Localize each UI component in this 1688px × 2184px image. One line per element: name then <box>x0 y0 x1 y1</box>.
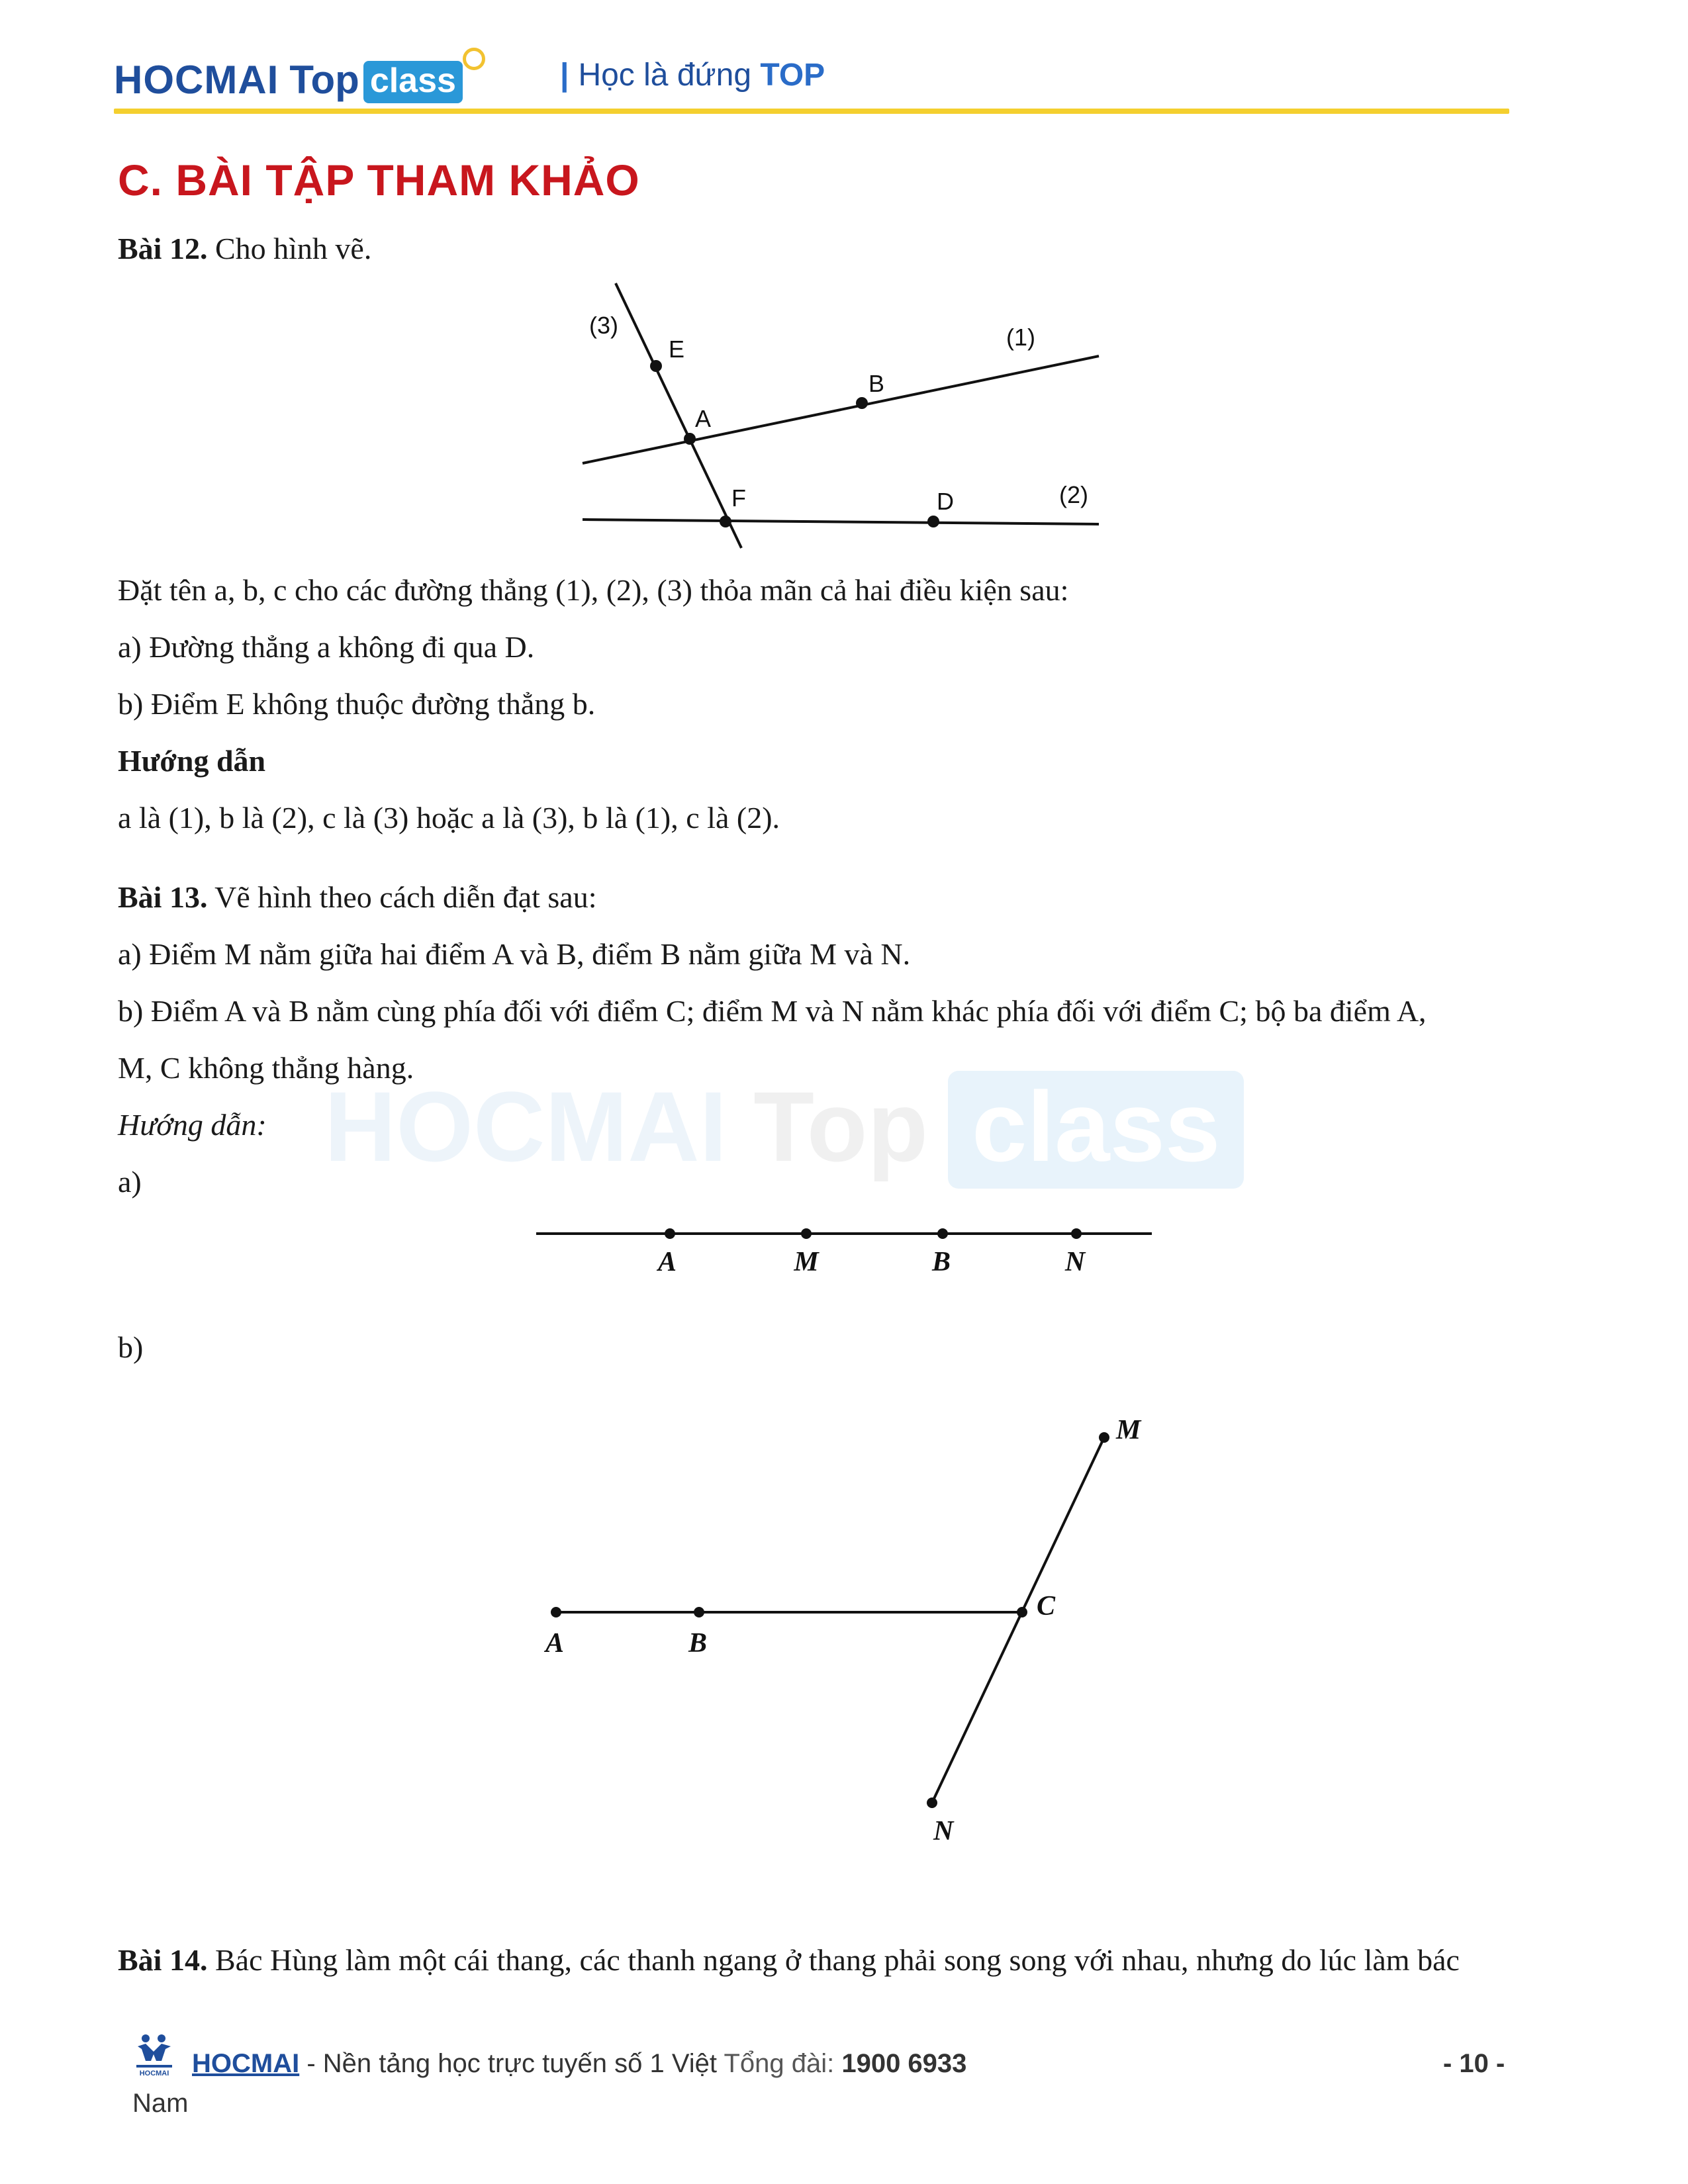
hocmai-footer-icon <box>131 2032 177 2078</box>
logo-top-text: Top <box>289 58 359 102</box>
label-N: N <box>933 1816 954 1846</box>
label-N: N <box>1064 1247 1086 1277</box>
watermark-top: Top <box>753 1071 929 1182</box>
tagline-top: TOP <box>760 58 825 93</box>
point-C-dot <box>1017 1607 1027 1617</box>
bai13-heading <box>118 878 597 917</box>
label-A: A <box>545 1628 565 1659</box>
label-A: A <box>695 405 712 432</box>
bai12-condition-b: b) Điểm E không thuộc đường thẳng b. <box>118 687 596 721</box>
footer-text: - Nền tảng học trực tuyến số 1 Việt <box>299 2049 724 2078</box>
point-B-dot <box>694 1607 704 1617</box>
label-B: B <box>931 1247 951 1277</box>
point-E-dot <box>650 360 662 372</box>
tagline-text: Học là đứng <box>578 58 761 93</box>
point-B-dot <box>937 1228 948 1239</box>
bai13-guide-label: Hướng dẫn: <box>118 1108 267 1142</box>
point-F-dot <box>720 516 731 527</box>
footer-line <box>192 2049 966 2079</box>
point-A-dot <box>665 1228 675 1239</box>
label-M: M <box>1116 1415 1141 1445</box>
bai13-sub-a: a) <box>118 1165 142 1199</box>
label-M: M <box>794 1247 819 1277</box>
hocmai-topclass-logo <box>114 57 463 110</box>
label-line-1: (1) <box>1006 324 1035 351</box>
bai14-heading <box>118 1940 1460 1980</box>
bai13-figure-b <box>530 1396 1158 1846</box>
point-N-dot <box>1071 1228 1082 1239</box>
page-number: - 10 - <box>1443 2049 1505 2078</box>
bai12-label: Bài 12. <box>118 232 208 265</box>
label-line-3: (3) <box>589 312 618 339</box>
label-A: A <box>657 1247 677 1277</box>
bai14-label: Bài 14. <box>118 1943 208 1977</box>
bai12-heading <box>118 229 371 269</box>
line-3 <box>616 283 741 548</box>
label-C: C <box>1037 1591 1056 1621</box>
bai13-sub-b: b) <box>118 1330 144 1364</box>
point-D-dot <box>927 516 939 527</box>
label-E: E <box>669 336 685 363</box>
bai12-text: Cho hình vẽ. <box>207 232 372 265</box>
point-M-dot <box>1099 1432 1109 1443</box>
watermark <box>324 1069 1244 1184</box>
sun-icon <box>463 48 485 70</box>
line-2 <box>583 520 1099 524</box>
bai13-part-a: a) Điểm M nằm giữa hai điểm A và B, điểm B nằm giữa M và N. <box>118 937 911 971</box>
point-M-dot <box>801 1228 812 1239</box>
footer-nam: Nam <box>132 2089 189 2118</box>
section-title: C. BÀI TẬP THAM KHẢO <box>118 156 640 205</box>
label-F: F <box>731 484 746 512</box>
footer-hotline: 1900 6933 <box>841 2049 967 2078</box>
footer-icon-label: HOCMAI <box>139 2070 169 2077</box>
watermark-class: class <box>948 1071 1244 1189</box>
bai13-label: Bài 13. <box>118 880 208 914</box>
footer-hotline-label: Tổng đài: <box>724 2049 842 2078</box>
logo-hocmai-text: HOCMAI <box>114 58 279 102</box>
header-divider <box>114 109 1509 114</box>
line-1 <box>583 356 1099 463</box>
bai13-figure-a <box>530 1218 1158 1291</box>
bai12-condition-a: a) Đường thẳng a không đi qua D. <box>118 630 535 664</box>
bai12-guide-label: Hướng dẫn <box>118 744 266 778</box>
point-A-dot <box>551 1607 561 1617</box>
footer-brand-link[interactable]: HOCMAI <box>192 2049 300 2078</box>
label-line-2: (2) <box>1059 481 1088 508</box>
bai13-part-b-line2: M, C không thẳng hàng. <box>118 1051 414 1085</box>
bai14-text: Bác Hùng làm một cái thang, các thanh ngang ở thang phải song song với nhau, nhưng do lúc làm bác <box>207 1943 1460 1977</box>
logo-class-text: class <box>369 62 456 100</box>
bai12-question: Đặt tên a, b, c cho các đường thẳng (1), (2), (3) thỏa mãn cả hai điều kiện sau: <box>118 573 1069 607</box>
segment-mn <box>932 1437 1104 1803</box>
watermark-hocmai: HOCMAI <box>324 1071 727 1182</box>
bai13-part-b-line1: b) Điểm A và B nằm cùng phía đối với điểm C; điểm M và N nằm khác phía đối với điểm C; bộ ba điểm A, <box>118 994 1427 1028</box>
point-B-dot <box>856 397 868 409</box>
label-D: D <box>937 488 954 515</box>
bai12-figure <box>569 271 1119 556</box>
label-B: B <box>868 370 885 397</box>
tagline-bar: | <box>560 58 569 93</box>
logo-class-badge <box>363 61 463 103</box>
bai12-answer: a là (1), b là (2), c là (3) hoặc a là (3), b là (1), c là (2). <box>118 801 780 835</box>
point-N-dot <box>927 1797 937 1808</box>
label-B: B <box>688 1628 708 1659</box>
bai13-text: Vẽ hình theo cách diễn đạt sau: <box>207 880 597 914</box>
header-tagline <box>560 57 825 93</box>
point-A-dot <box>684 433 696 445</box>
